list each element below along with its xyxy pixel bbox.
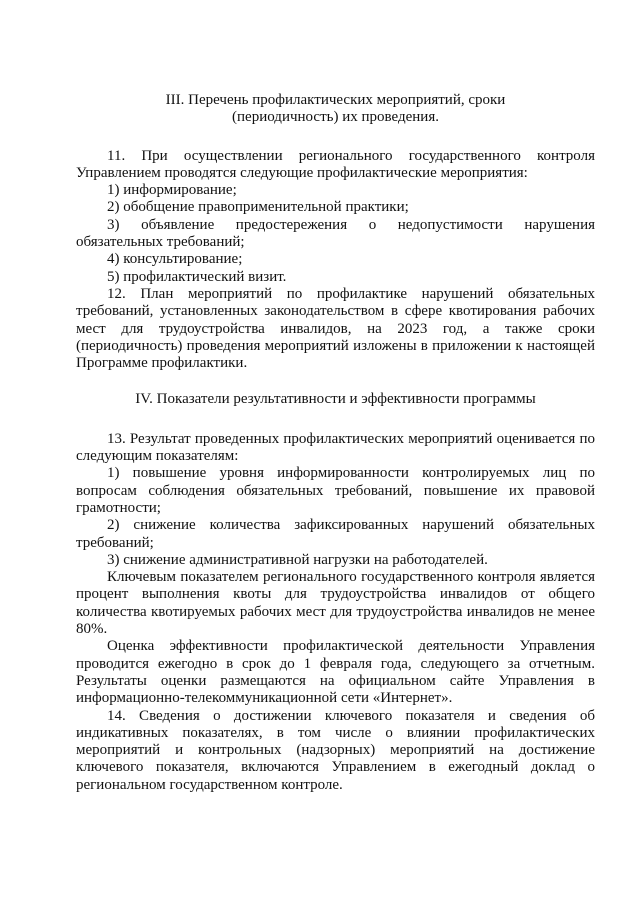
paragraph-13: 13. Результат проведенных профилактических мероприятий оценивается по следующим показателям: bbox=[76, 430, 595, 465]
list-item-preventive-visit: 5) профилактический визит. bbox=[107, 268, 287, 285]
list-item-awareness: 1) повышение уровня информированности контролируемых лиц по вопросам соблюдения обязательных требований, повышение их правовой грамотности; bbox=[76, 465, 595, 516]
section-3-heading: III. Перечень профилактических мероприятий, сроки (периодичность) их проведения. bbox=[165, 92, 506, 126]
spacer bbox=[76, 372, 595, 391]
key-indicator-paragraph: Ключевым показателем регионального государственного контроля является процент выполнения квоты для трудоустройства инвалидов от общего количества квотируемых рабочих мест для трудоустройства инвалидов не менее 80%. bbox=[76, 569, 595, 638]
spacer bbox=[76, 409, 595, 431]
section-4-heading: IV. Показатели результативности и эффективности программы bbox=[135, 391, 536, 408]
paragraph-12: 12. План мероприятий по профилактике нарушений обязательных требований, установленных законодательством в сфере квотирования рабочих мест для трудоустройства инвалидов, на 2023 год, а также сроки (периодичность) проведения мероприятий изложены в приложении к настоящей Программе профилактики. bbox=[76, 285, 595, 372]
paragraph-11: 11. При осуществлении регионального государственного контроля Управлением проводятся следующие профилактические мероприятия: bbox=[76, 147, 595, 181]
list-item-informing: 1) информирование; bbox=[107, 182, 237, 199]
list-item-consulting: 4) консультирование; bbox=[107, 251, 243, 268]
list-item-burden-reduction: 3) снижение административной нагрузки на работодателей. bbox=[107, 551, 488, 568]
evaluation-paragraph: Оценка эффективности профилактической деятельности Управления проводится ежегодно в срок до 1 февраля года, следующего за отчетным. Результаты оценки размещаются на официальном сайте Управления в информационно-телекоммуникационной сети «Интернет». bbox=[76, 638, 595, 707]
list-item-warning: 3) объявление предостережения о недопустимости нарушения обязательных требований; bbox=[76, 216, 595, 251]
list-item-practice-summary: 2) обобщение правоприменительной практики; bbox=[107, 199, 409, 216]
document-page bbox=[76, 92, 595, 794]
spacer bbox=[76, 127, 595, 148]
list-item-violations-reduction: 2) снижение количества зафиксированных нарушений обязательных требований; bbox=[76, 517, 595, 551]
paragraph-14: 14. Сведения о достижении ключевого показателя и сведения об индикативных показателях, в том числе о влиянии профилактических мероприятий и контрольных (надзорных) мероприятий на достижение ключевого показателя, включаются Управлением в ежегодный доклад о региональном государственном контроле. bbox=[76, 707, 595, 793]
